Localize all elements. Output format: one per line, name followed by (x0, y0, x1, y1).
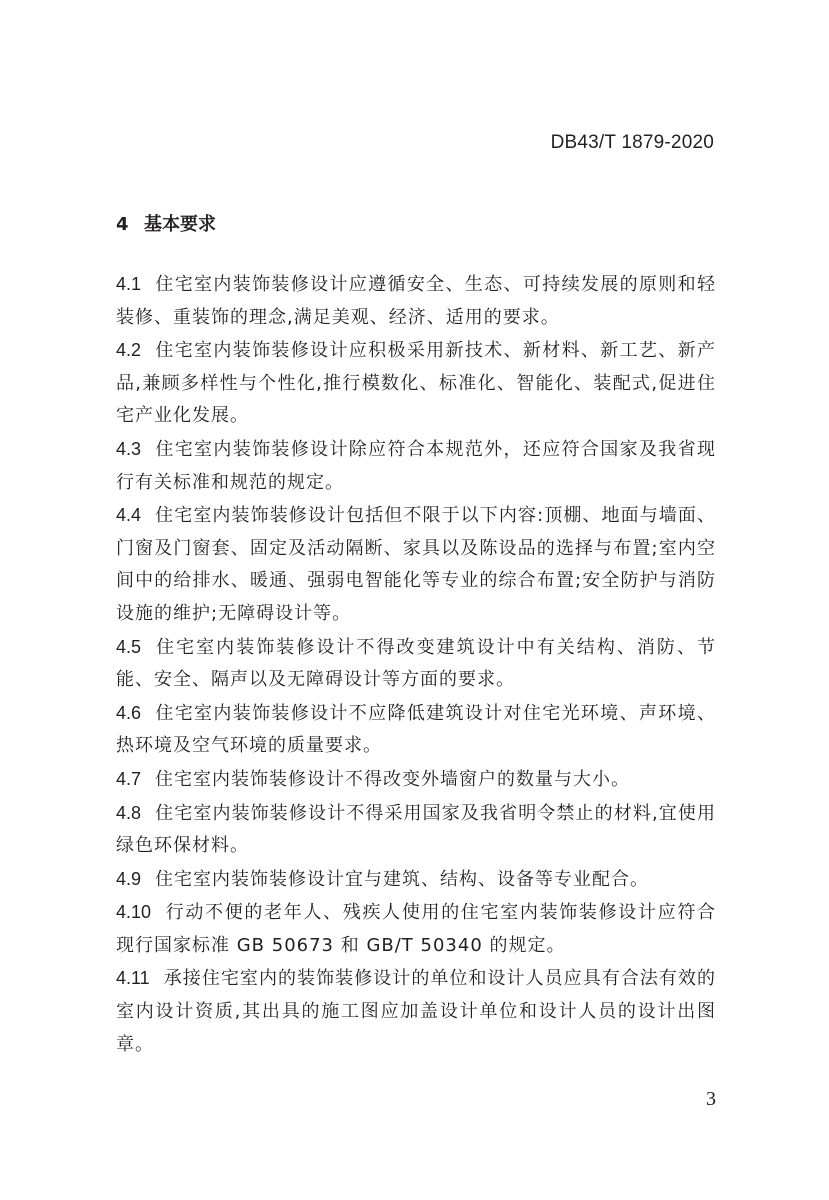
clause-text: 住宅室内装饰装修设计不得采用国家及我省明令禁止的材料,宜使用绿色环保材料。 (116, 802, 716, 857)
clause-4-10 (116, 896, 716, 962)
clause-text: 行动不便的老年人、残疾人使用的住宅室内装饰装修设计应符合现行国家标准 GB 50673 和 GB/T 50340 的规定。 (116, 902, 716, 956)
page-number: 3 (706, 1088, 716, 1110)
clause-text: 住宅室内装饰装修设计除应符合本规范外，还应符合国家及我省现行有关标准和规范的规定。 (116, 438, 716, 493)
clause-text: 承接住宅室内的装饰装修设计的单位和设计人员应具有合法有效的室内设计资质,其出具的施工图应加盖设计单位和设计人员的设计出图章。 (116, 968, 716, 1055)
clause-number: 4.2 (116, 340, 142, 361)
clause-text: 住宅室内装饰装修设计包括但不限于以下内容:顶棚、地面与墙面、门窗及门窗套、固定及活动隔断、家具以及陈设品的选择与布置;室内空间中的给排水、暖通、强弱电智能化等专业的综合布置;安全防护与消防设施的维护;无障碍设计等。 (116, 505, 716, 624)
clause-number: 4.6 (116, 702, 142, 723)
clause-4-9 (116, 863, 716, 897)
clause-text: 住宅室内装饰装修设计应积极采用新技术、新材料、新工艺、新产品,兼顾多样性与个性化,推行模数化、标准化、智能化、装配式,促进住宅产业化发展。 (116, 340, 716, 427)
clause-4-6 (116, 697, 716, 763)
section-title: 基本要求 (144, 214, 216, 235)
document-code: DB43/T 1879-2020 (550, 132, 714, 153)
clause-number: 4.4 (116, 505, 142, 526)
clause-text: 住宅室内装饰装修设计宜与建筑、结构、设备等专业配合。 (155, 868, 650, 890)
clause-4-8 (116, 797, 716, 863)
clause-number: 4.3 (116, 438, 142, 459)
clause-text: 住宅室内装饰装修设计不应降低建筑设计对住宅光环境、声环境、热环境及空气环境的质量要求。 (116, 702, 716, 757)
clause-number: 4.7 (116, 768, 142, 789)
section-heading (116, 210, 216, 236)
clause-number: 4.5 (116, 636, 142, 657)
clause-number: 4.8 (116, 802, 142, 823)
clause-4-1 (116, 268, 716, 334)
clause-4-11 (116, 962, 716, 1061)
section-number: 4 (116, 214, 129, 235)
clause-text: 住宅室内装饰装修设计应遵循安全、生态、可持续发展的原则和轻装修、重装饰的理念,满足美观、经济、适用的要求。 (116, 274, 716, 328)
clause-4-2 (116, 334, 716, 433)
clause-4-7 (116, 763, 716, 797)
clause-number: 4.10 (116, 902, 152, 923)
clause-4-3 (116, 433, 716, 499)
clause-4-4 (116, 499, 716, 630)
clause-text: 住宅室内装饰装修设计不得改变建筑设计中有关结构、消防、节能、安全、隔声以及无障碍设计等方面的要求。 (116, 636, 716, 691)
clause-list (116, 268, 716, 1061)
clause-text: 住宅室内装饰装修设计不得改变外墙窗户的数量与大小。 (155, 768, 631, 790)
clause-4-5 (116, 631, 716, 697)
clause-number: 4.9 (116, 868, 142, 889)
clause-number: 4.11 (116, 968, 150, 989)
clause-number: 4.1 (116, 274, 142, 294)
